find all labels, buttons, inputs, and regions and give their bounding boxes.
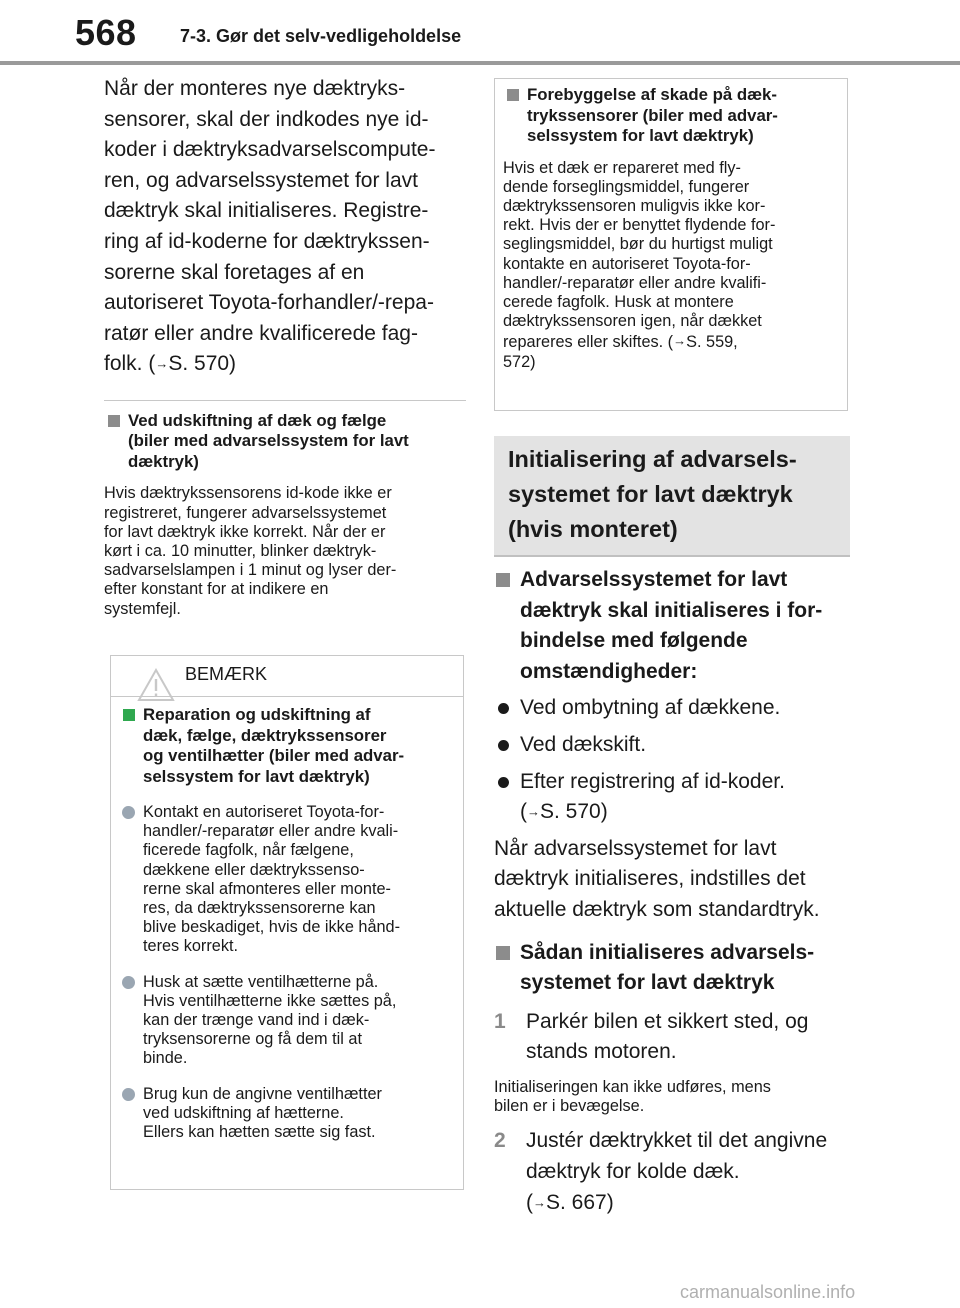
info-body xyxy=(503,159,839,372)
item-line: handler/-reparatør eller andre kvali- xyxy=(143,822,399,841)
body-line: handler/-reparatør eller andre kvalifi- xyxy=(503,273,767,292)
intro-line: koder i dæktryksadvarselscompute- xyxy=(104,138,436,162)
green-square-icon xyxy=(123,709,135,721)
list-item-ref xyxy=(520,797,850,828)
heading-line: og ventilhætter (biler med advar- xyxy=(143,746,405,765)
section-title: 7-3. Gør det selv-vedligeholdelse xyxy=(180,26,462,46)
info-box xyxy=(494,78,848,411)
bullet-dot-icon xyxy=(498,740,509,751)
gray-square-icon xyxy=(496,573,510,587)
intro-line: Når der monteres nye dæktryks- xyxy=(104,77,406,100)
ref-prefix: ( xyxy=(520,800,527,824)
header-divider xyxy=(0,61,960,65)
intro-line: ren, og advarselssystemet for lavt xyxy=(104,168,418,192)
heading-line: Sådan initialiseres advarsels- xyxy=(520,940,815,964)
watermark-text: carmanualsonline.info xyxy=(680,1282,856,1302)
notice-label: BEMÆRK xyxy=(185,664,268,684)
subsection-body xyxy=(104,484,466,618)
list-item-text: Ved dækskift. xyxy=(520,732,647,756)
heading-line: dæktryk skal initialiseres i for- xyxy=(520,598,823,622)
heading-line: systemet for lavt dæktryk xyxy=(520,971,775,995)
body-line: for lavt dæktryk ikke korrekt. Når der er xyxy=(104,522,386,541)
body-line: aktuelle dæktryk som standardtryk. xyxy=(494,897,820,921)
subsection-heading xyxy=(104,411,466,473)
heading-line: Advarselssystemet for lavt xyxy=(520,568,788,591)
item-line: res, da dæktrykssensorerne kan xyxy=(143,899,376,918)
intro-line xyxy=(104,349,466,380)
item-line: blive beskadiget, hvis de ikke hånd- xyxy=(143,918,401,937)
bullet-dot-icon xyxy=(498,777,509,788)
info-heading xyxy=(503,85,839,147)
heading-line: bindelse med følgende xyxy=(520,629,748,653)
intro-line: ring af id-koderne for dæktrykssen- xyxy=(104,229,430,253)
item-line: Husk at sætte ventilhætterne på. xyxy=(143,972,379,991)
note-line: Initialiseringen kan ikke udføres, mens xyxy=(494,1077,771,1096)
intro-line: sensorer, skal der indkodes nye id- xyxy=(104,107,429,131)
intro-line: dæktryk skal initialiseres. Registre- xyxy=(104,199,429,223)
item-line: Ellers kan hætten sætte sig fast. xyxy=(143,1123,376,1142)
item-line: tryksensorerne og få dem til at xyxy=(143,1030,362,1049)
heading-line: selssystem for lavt dæktryk) xyxy=(143,766,370,786)
heading-line: omstændigheder: xyxy=(520,659,698,683)
item-line: ficerede fagfolk, når fælgene, xyxy=(143,841,354,860)
notice-item xyxy=(119,803,453,957)
item-line: teres korrekt. xyxy=(143,937,239,956)
body-line: kontakte en autoriseret Toyota-for- xyxy=(503,254,751,273)
list-item-text: Efter registrering af id-koder. xyxy=(520,769,785,793)
item-line: Kontakt en autoriseret Toyota-for- xyxy=(143,803,385,821)
body-line xyxy=(503,331,839,352)
left-column xyxy=(104,74,466,619)
step-line: Parkér bilen et sikkert sted, og xyxy=(526,1009,809,1033)
step-ref xyxy=(526,1188,850,1219)
item-line: binde. xyxy=(143,1049,188,1068)
notice-item xyxy=(119,1085,453,1143)
body-line: dæktrykssensoren igen, når dækket xyxy=(503,312,762,331)
arrow-right-icon: → xyxy=(527,804,540,820)
body-line: Hvis dæktrykssensorens id-kode ikke er xyxy=(104,484,392,503)
chapter-title xyxy=(494,436,850,557)
intro-paragraph xyxy=(104,74,466,380)
note-line: bilen er i bevægelse. xyxy=(494,1097,645,1116)
arrow-right-icon: → xyxy=(155,356,169,372)
step-line: stands motoren. xyxy=(526,1040,677,1064)
arrow-right-icon: → xyxy=(673,333,687,349)
step-line: Justér dæktrykket til det angivne xyxy=(526,1129,828,1153)
bullet-dot-icon xyxy=(122,976,135,989)
body-line: Hvis et dæk er repareret med fly- xyxy=(503,158,741,177)
heading-line: Forebyggelse af skade på dæk- xyxy=(527,85,777,104)
title-line: Initialisering af advarsels- xyxy=(508,446,797,472)
gray-square-icon xyxy=(108,415,120,427)
subsection-heading xyxy=(494,565,850,687)
body-line: Når advarselssystemet for lavt xyxy=(494,836,777,860)
body-line: rekt. Hvis der er benyttet flydende for- xyxy=(503,216,776,235)
section-divider xyxy=(104,400,466,401)
warning-triangle-icon xyxy=(137,668,175,702)
body-paragraph xyxy=(494,834,850,926)
bullet-dot-icon xyxy=(498,703,509,714)
arrow-right-icon: → xyxy=(533,1194,546,1210)
body-line: efter konstant for at indikere en xyxy=(104,580,329,599)
heading-line: dæk, fælge, dæktrykssensorer xyxy=(143,725,387,745)
gray-square-icon xyxy=(496,946,510,960)
body-line: dende forseglingsmiddel, fungerer xyxy=(503,177,750,196)
intro-line: ratør eller andre kvalificerede fag- xyxy=(104,321,418,345)
heading-line: (biler med advarselssystem for lavt xyxy=(128,431,409,451)
body-line: kørt i ca. 10 minutter, blinker dæktryk- xyxy=(104,542,377,561)
right-column xyxy=(494,436,850,1218)
heading-line: dæktryk) xyxy=(128,451,199,471)
list-item xyxy=(494,767,850,828)
ref-prefix: ( xyxy=(526,1190,533,1214)
body-line: cerede fagfolk. Husk at montere xyxy=(503,292,734,311)
item-line: Hvis ventilhætterne ikke sættes på, xyxy=(143,991,397,1010)
body-line: registreret, fungerer advarselssystemet xyxy=(104,503,387,522)
step-line: dæktryk for kolde dæk. xyxy=(526,1159,740,1183)
step-item xyxy=(494,1126,850,1218)
list-item xyxy=(494,730,850,761)
item-line: dækkene eller dæktrykssenso- xyxy=(143,860,365,879)
step-number: 2 xyxy=(494,1129,506,1153)
bullet-list xyxy=(494,693,850,827)
ref-prefix: folk. ( xyxy=(104,352,156,376)
list-item-text: Ved ombytning af dækkene. xyxy=(520,696,781,720)
notice-heading xyxy=(119,705,453,787)
notice-item xyxy=(119,973,453,1069)
page-reference-link[interactable]: S. 559, xyxy=(686,333,738,352)
body-line: seglingsmiddel, bør du hurtigst muligt xyxy=(503,235,773,254)
body-line: systemfejl. xyxy=(104,599,181,618)
subsection-heading xyxy=(494,938,850,999)
item-line: rerne skal afmonteres eller monte- xyxy=(143,879,391,898)
step-item xyxy=(494,1007,850,1068)
step-note xyxy=(494,1078,850,1116)
bullet-dot-icon xyxy=(122,1088,135,1101)
body-line: dæktryk initialiseres, indstilles det xyxy=(494,867,806,891)
page-reference-link[interactable]: S. 570) xyxy=(168,352,237,376)
item-line: kan der trænge vand ind i dæk- xyxy=(143,1011,370,1030)
page-header xyxy=(0,0,960,66)
page-reference-link[interactable]: S. 667) xyxy=(546,1190,614,1214)
heading-line: trykssensorer (biler med advar- xyxy=(527,105,778,125)
gray-square-icon xyxy=(507,89,519,101)
item-line: ved udskiftning af hætterne. xyxy=(143,1103,344,1122)
heading-line: Reparation og udskiftning af xyxy=(143,705,371,724)
page-number: 568 xyxy=(75,12,137,53)
page-reference-link[interactable]: 572) xyxy=(503,352,536,371)
heading-line: Ved udskiftning af dæk og fælge xyxy=(128,410,387,430)
page-reference-link[interactable]: S. 570) xyxy=(540,800,608,824)
ref-prefix: repareres eller skiftes. ( xyxy=(503,333,674,352)
item-line: Brug kun de angivne ventilhætter xyxy=(143,1084,382,1103)
title-line: (hvis monteret) xyxy=(508,516,678,542)
body-line: dæktrykssensoren muligvis ikke kor- xyxy=(503,196,766,215)
body-line: sadvarselslampen i 1 minut og lyser der- xyxy=(104,561,397,580)
intro-line: autoriseret Toyota-forhandler/-repa- xyxy=(104,291,434,315)
notice-header xyxy=(111,656,463,697)
list-item xyxy=(494,693,850,724)
title-line: systemet for lavt dæktryk xyxy=(508,481,793,507)
heading-line: selssystem for lavt dæktryk) xyxy=(527,126,754,145)
step-number: 1 xyxy=(494,1009,506,1033)
bullet-dot-icon xyxy=(122,806,135,819)
notice-box xyxy=(110,655,464,1190)
intro-line: sorerne skal foretages af en xyxy=(104,260,365,284)
